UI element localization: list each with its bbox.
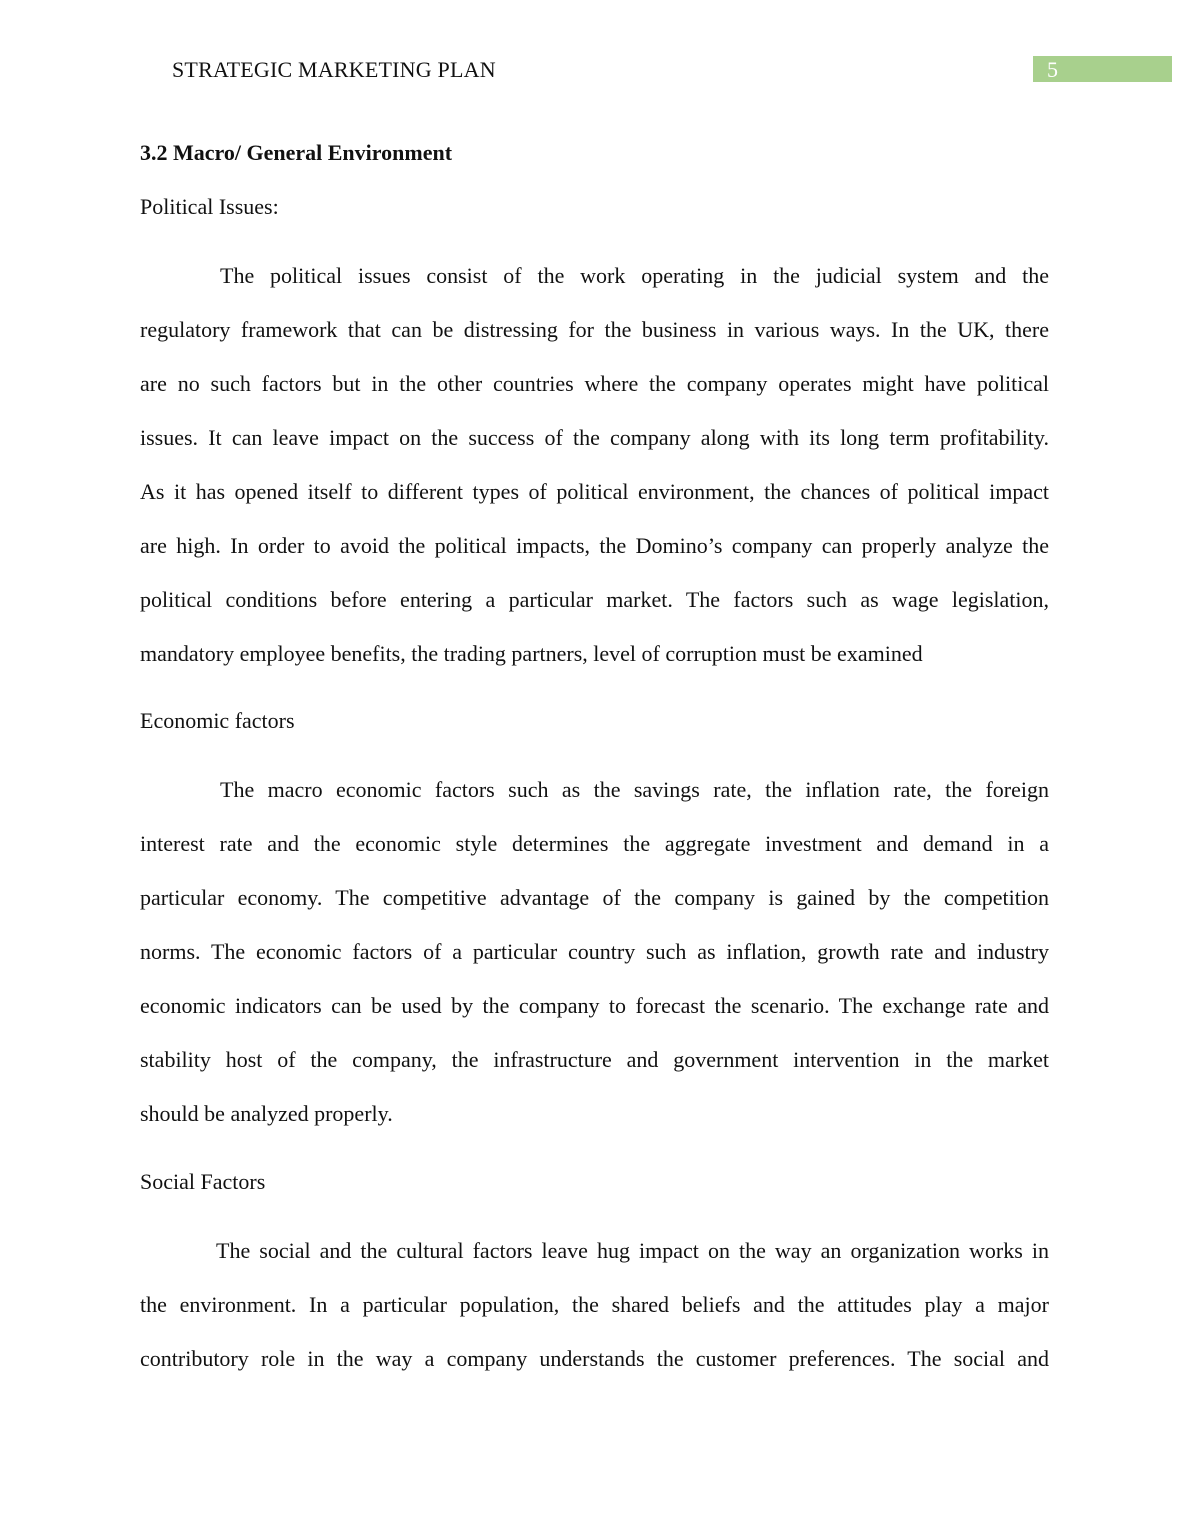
page-number: 5	[1047, 57, 1058, 82]
paragraph-line: particular economy. The competitive advantage of the company is gained by the competition	[140, 885, 1049, 910]
social-paragraph	[140, 1224, 1049, 1386]
paragraph-line: stability host of the company, the infrastructure and government intervention in the market	[140, 1047, 1049, 1072]
paragraph-line: As it has opened itself to different types of political environment, the chances of political impact	[140, 479, 1049, 504]
paragraph-line: political conditions before entering a particular market. The factors such as wage legislation,	[140, 587, 1049, 612]
section-heading: 3.2 Macro/ General Environment	[140, 140, 453, 165]
paragraph-line: are no such factors but in the other countries where the company operates might have political	[140, 371, 1049, 396]
political-paragraph	[140, 249, 1049, 681]
paragraph-line: mandatory employee benefits, the trading partners, level of corruption must be examined	[140, 641, 923, 666]
paragraph-line: The political issues consist of the work operating in the judicial system and the	[220, 263, 1049, 288]
economic-paragraph	[140, 763, 1049, 1141]
paragraph-line: should be analyzed properly.	[140, 1101, 393, 1126]
page-number-box	[1033, 56, 1172, 82]
paragraph-line: The social and the cultural factors leave hug impact on the way an organization works in	[216, 1238, 1049, 1263]
paragraph-line: the environment. In a particular population, the shared beliefs and the attitudes play a major	[140, 1292, 1049, 1317]
paragraph-line: are high. In order to avoid the political impacts, the Domino’s company can properly analyze the	[140, 533, 1049, 558]
running-header-title: STRATEGIC MARKETING PLAN	[172, 57, 496, 82]
paragraph-line: economic indicators can be used by the company to forecast the scenario. The exchange rate and	[140, 993, 1049, 1018]
paragraph-line: issues. It can leave impact on the success of the company along with its long term profitability.	[140, 425, 1049, 450]
political-heading: Political Issues:	[140, 194, 279, 219]
paragraph-line: contributory role in the way a company understands the customer preferences. The social and	[140, 1346, 1049, 1371]
paragraph-line: The macro economic factors such as the savings rate, the inflation rate, the foreign	[220, 777, 1049, 802]
paragraph-line: interest rate and the economic style determines the aggregate investment and demand in a	[140, 831, 1049, 856]
paragraph-line: regulatory framework that can be distressing for the business in various ways. In the UK, there	[140, 317, 1049, 342]
social-heading: Social Factors	[140, 1169, 266, 1194]
economic-heading: Economic factors	[140, 708, 295, 733]
paragraph-line: norms. The economic factors of a particular country such as inflation, growth rate and industry	[140, 939, 1049, 964]
